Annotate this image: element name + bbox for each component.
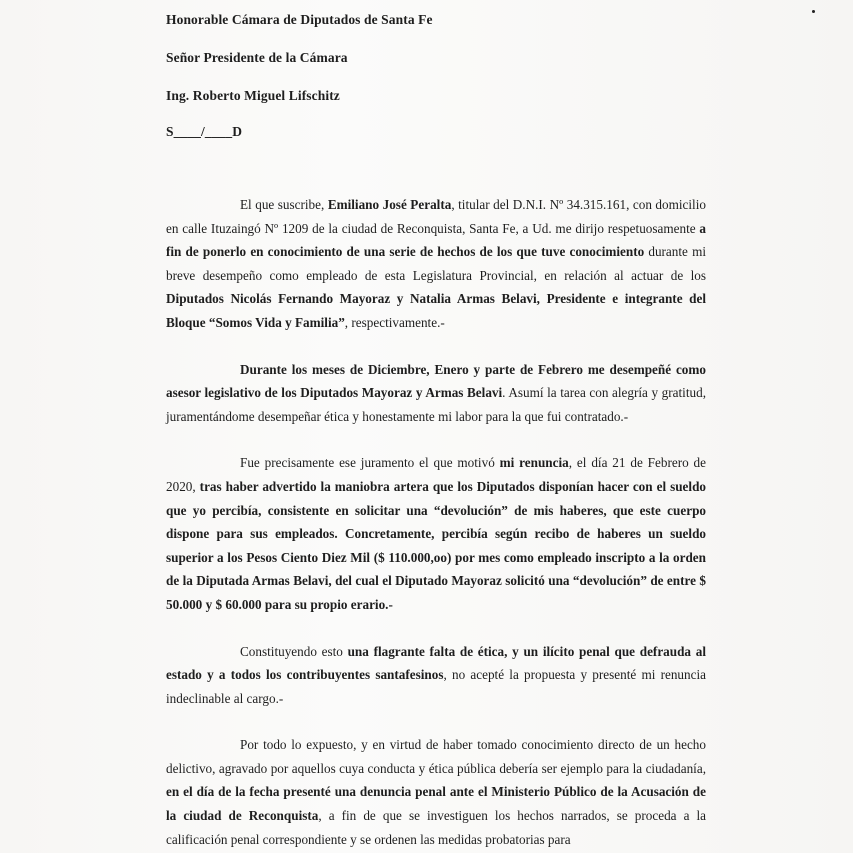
paragraph-resignation: Fue precisamente ese juramento el que motivó mi renuncia, el día 21 de Febrero de 2020, tras haber advertido la maniobra artera que los Diputados disponían hacer con el sueldo que yo percibía, consistente en solicitar una “devolución” de mis haberes, que este cuerpo dispone para sus empleados. Concretamente, percibía según recibo de haberes un sueldo superior a los Pesos Ciento Diez Mil ($ 110.000,oo) por mes como empleado inscripto a la orden de la Diputada Armas Belavi, del cual el Diputado Mayoraz solicitó una “devolución” de entre $ 50.000 y $ 60.000 para su propio erario.- [166,455,707,612]
paragraph-complaint: Por todo lo expuesto, y en virtud de haber tomado conocimiento directo de un hecho delictivo, agravado por aquellos cuya conducta y ética pública debería ser ejemplo para la ciudadanía, en el día de la fecha presenté una denuncia penal ante el Ministerio Público de la Acusación de la ciudad de Reconquista, a fin de que se investiguen los hechos narrados, se proceda a la calificación penal correspondiente y se ordenen las medidas probatorias para [166,737,707,847]
scan-mark [812,10,815,13]
paragraph-ethics: Constituyendo esto una flagrante falta de ética, y un ilícito penal que defrauda al estado y a todos los contribuyentes santafesinos, no acepté la propuesta y presenté mi renuncia indeclinable al cargo.- [166,643,706,706]
addressee-chamber: Honorable Cámara de Diputados de Santa Fe [166,12,433,27]
paragraph-intro: El que suscribe, Emiliano José Peralta, titular del D.N.I. Nº 34.315.161, con domicilio en calle Ituzaingó Nº 1209 de la ciudad de Reconquista, Santa Fe, a Ud. me dirijo respetuosamente a fin de ponerlo en conocimiento de una serie de hechos de los que tuve conocimiento durante mi breve desempeño como empleado de esta Legislatura Provincial, en relación al actuar de los Diputados Nicolás Fernando Mayoraz y Natalia Armas Belavi, Presidente e integrante del Bloque “Somos Vida y Familia”, respectivamente.- [166,197,706,330]
addressee-name: Ing. Roberto Miguel Lifschitz [166,88,340,103]
letter-body [166,193,706,853]
addressee-president-title: Señor Presidente de la Cámara [166,50,348,65]
paragraph-employment: Durante los meses de Diciembre, Enero y parte de Febrero me desempeñé como asesor legislativo de los Diputados Mayoraz y Armas Belavi. Asumí la tarea con alegría y gratitud, juramentándome desempeñar ética y honestamente mi labor para la que fui contratado.- [166,361,706,424]
salutation: S____/____D [166,124,243,139]
